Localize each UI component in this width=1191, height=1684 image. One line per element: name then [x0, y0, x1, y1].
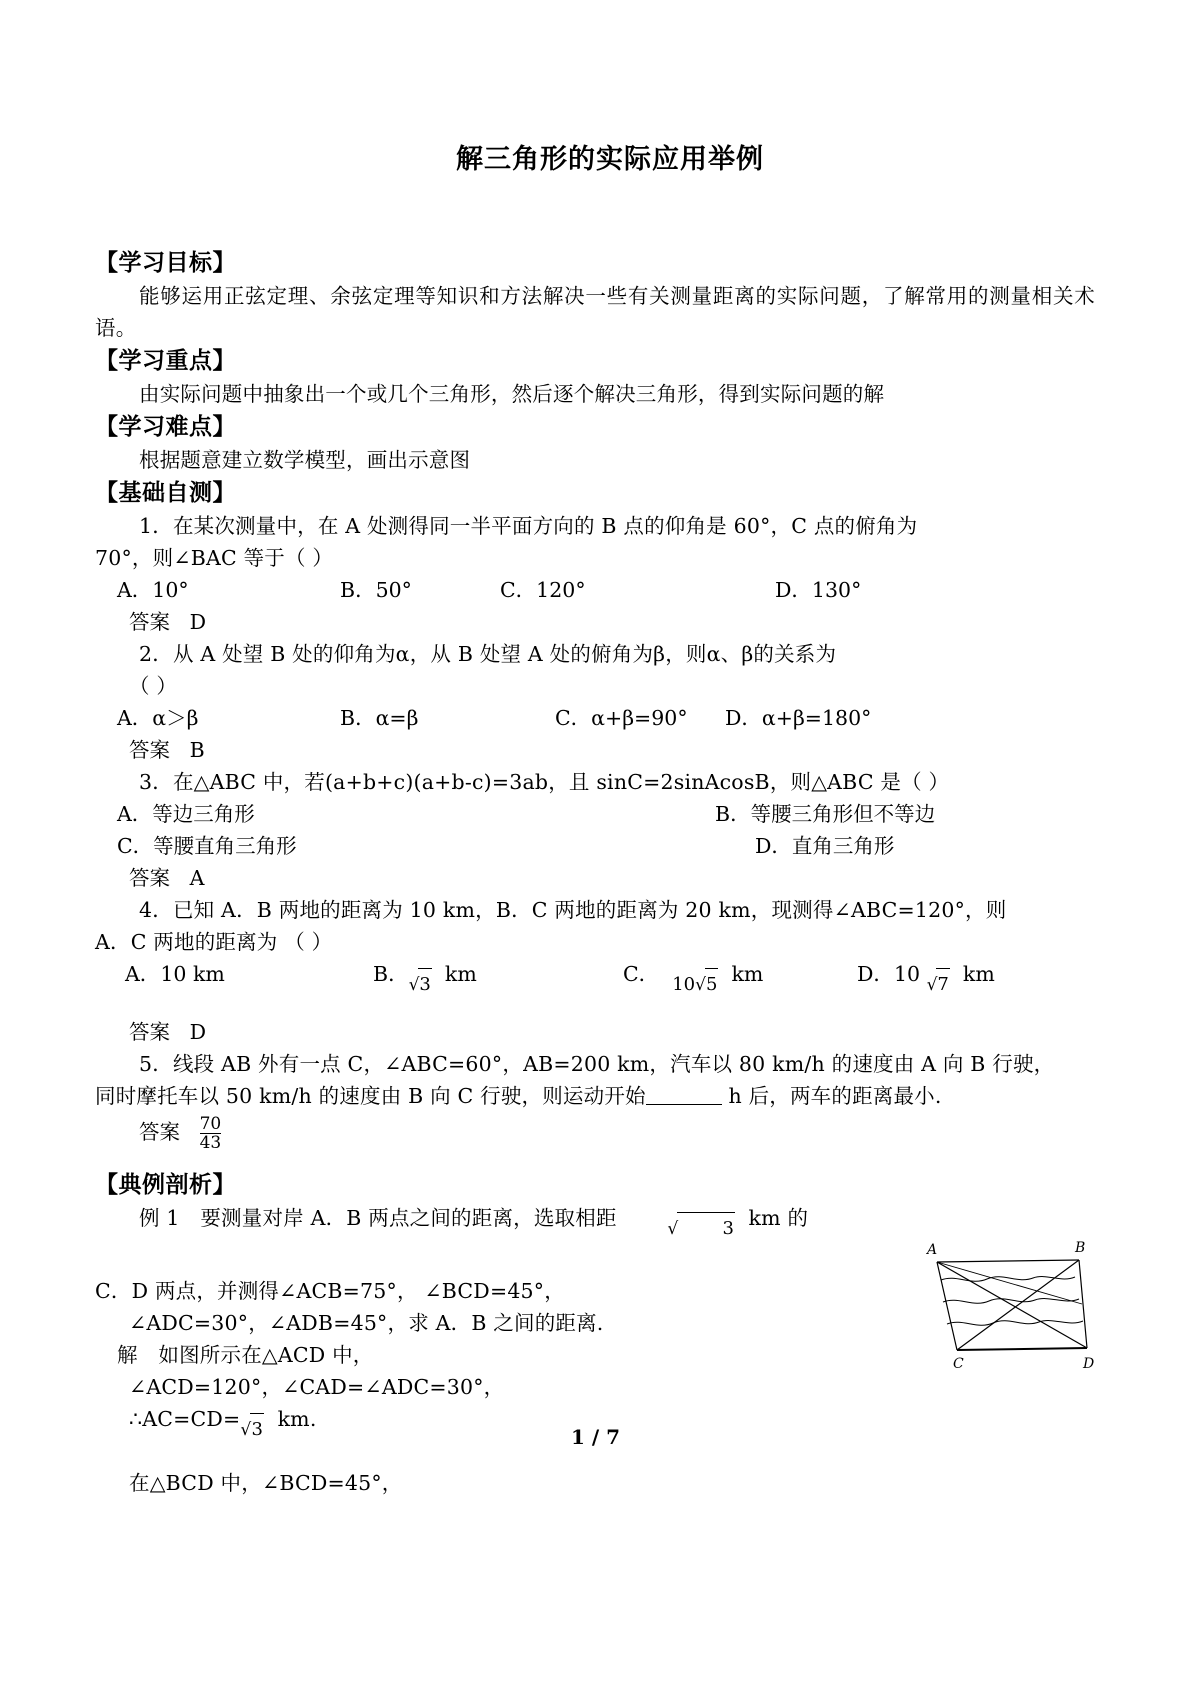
section-heading-examples: 【典例剖析】 [95, 1171, 236, 1198]
section-heading-self-test: 【基础自测】 [95, 479, 236, 506]
question-5-answer-numerator: 70 [199, 1114, 222, 1134]
question-1-option-a[interactable]: A．10° [117, 578, 189, 602]
question-4-option-d[interactable] [857, 958, 995, 1001]
sqrt-icon: √7 [927, 968, 950, 1001]
question-4-answer-value: D [189, 1020, 206, 1044]
question-4-option-c-pre: 10 [672, 974, 696, 995]
question-3-option-a[interactable]: A．等边三角形 [117, 802, 255, 826]
example-1-line-3: ∠ADC=30°，∠ADB=45°，求 A．B 之间的距离. [129, 1311, 604, 1335]
question-5-answer-label: 答案 [139, 1120, 180, 1144]
section-heading-objective: 【学习目标】 [95, 249, 236, 276]
question-4-option-c-unit: km [731, 962, 764, 986]
segment-cd [957, 1348, 1087, 1350]
sqrt-icon: √ 3 [623, 1212, 735, 1245]
question-4-answer [95, 1016, 1095, 1048]
question-3-answer [95, 862, 1095, 894]
question-4-option-a-pre: 10 [160, 962, 187, 986]
question-3-options-row-2 [95, 830, 1095, 862]
question-3-stem-line-1: 3．在△ABC 中，若(a+b+c)(a+b-c)=3ab，且 sinC=2sinAcosB，则△ABC 是（ ） [139, 770, 950, 794]
question-4-option-a-label: A． [125, 962, 161, 986]
segment-sight-line [937, 1262, 1082, 1304]
example-1-line-4: 解 如图所示在△ACD 中， [117, 1343, 374, 1367]
example-1-line-1-radicand: 3 [677, 1212, 735, 1245]
question-4-option-b-unit: km [444, 962, 477, 986]
question-2-option-d[interactable]: D．α+β=180° [725, 706, 872, 730]
figure-label-d: D [1083, 1356, 1095, 1372]
fraction-icon [200, 1115, 222, 1152]
example-1-line-7: 在△BCD 中，∠BCD=45°， [129, 1471, 403, 1495]
question-2-answer-value: B [189, 738, 205, 762]
question-4-option-d-pre: 10 [893, 962, 921, 986]
question-1-option-b[interactable]: B．50° [340, 578, 412, 602]
example-1-line-6-a: ∴AC=CD= [129, 1407, 241, 1431]
sqrt-icon: √3 [240, 1413, 264, 1446]
question-3-option-b[interactable]: B．等腰三角形但不等边 [715, 802, 936, 826]
question-2-option-c[interactable]: C．α+β=90° [555, 706, 688, 730]
question-1-option-d[interactable]: D．130° [775, 578, 862, 602]
question-2-stem-line-2: （ ） [129, 674, 178, 698]
question-2-option-b[interactable]: B．α=β [340, 706, 419, 730]
example-1-block [95, 1202, 1095, 1499]
example-1-line-1 [95, 1202, 1095, 1245]
question-4-option-c[interactable] [623, 958, 763, 1001]
page-number: 1 / 7 [570, 1425, 621, 1449]
sqrt-icon: √3 [409, 968, 432, 1001]
question-1-stem-line-1: 1．在某次测量中，在 A 处测得同一半平面方向的 B 点的仰角是 60°，C 点的俯角为 [139, 514, 918, 538]
figure-label-a: A [927, 1242, 938, 1258]
question-4-option-c-radicand: 5 [705, 968, 718, 1001]
question-4-option-c-label: C． [623, 962, 660, 986]
question-4-option-d-radicand: 7 [936, 968, 949, 1001]
question-4-option-b-label: B． [373, 962, 409, 986]
example-1-line-6-radicand: 3 [250, 1413, 264, 1446]
figure-label-b: B [1075, 1240, 1086, 1256]
question-4-options [95, 958, 1095, 1016]
question-4-answer-label: 答案 [129, 1020, 170, 1044]
section-body-objective: 能够运用正弦定理、余弦定理等知识和方法解决一些有关测量距离的实际问题，了解常用的测量相关术语。 [95, 284, 1095, 340]
example-1-line-2: C．D 两点，并测得∠ACB=75°， ∠BCD=45°， [95, 1279, 565, 1303]
question-2-option-a[interactable]: A．α＞β [117, 706, 199, 730]
question-2-answer [95, 734, 1095, 766]
question-1-answer-value: D [189, 610, 206, 634]
question-5-stem-line-1: 5．线段 AB 外有一点 C，∠ABC=60°，AB=200 km，汽车以 80 km/h 的速度由 A 向 B 行驶， [139, 1052, 1055, 1076]
river-wave-3 [947, 1321, 1083, 1326]
question-3-answer-value: A [189, 866, 205, 890]
question-1-answer-label: 答案 [129, 610, 170, 634]
example-1-line-6-b: km. [277, 1407, 317, 1431]
segment-ad [937, 1262, 1087, 1348]
figure-quadrilateral-abcd [919, 1240, 1101, 1372]
question-5-answer-denominator: 43 [199, 1133, 222, 1153]
question-5-stem-line-2-a: 同时摩托车以 50 km/h 的速度由 B 向 C 行驶，则运动开始 [95, 1084, 646, 1108]
question-4-option-b-radicand: 3 [418, 968, 431, 1001]
question-3-options-row-1 [95, 798, 1095, 830]
question-4-option-a-unit: km [192, 962, 225, 986]
figure-label-c: C [953, 1356, 964, 1372]
river-wave-2 [943, 1299, 1079, 1304]
question-3-option-c[interactable]: C．等腰直角三角形 [117, 834, 297, 858]
question-3-answer-label: 答案 [129, 866, 170, 890]
question-5-stem-line-2 [95, 1080, 1095, 1112]
page-title: 解三角形的实际应用举例 [456, 144, 764, 175]
question-4-option-b[interactable] [373, 958, 477, 1001]
segment-ac [937, 1262, 957, 1350]
section-body-key-point: 由实际问题中抽象出一个或几个三角形，然后逐个解决三角形，得到实际问题的解 [139, 382, 885, 406]
sqrt-icon: 10√5 [672, 968, 718, 1001]
example-1-line-1-b: km 的 [748, 1206, 809, 1230]
example-1-line-5: ∠ACD=120°，∠CAD=∠ADC=30°， [129, 1375, 505, 1399]
question-4-stem-line-1: 4．已知 A．B 两地的距离为 10 km，B．C 两地的距离为 20 km，现测得∠ABC=120°，则 [139, 898, 1007, 922]
question-4-option-d-unit: km [962, 962, 995, 986]
question-4-option-a[interactable] [125, 958, 225, 990]
section-heading-key-point: 【学习重点】 [95, 347, 236, 374]
question-1-stem-line-2: 70°，则∠BAC 等于（ ） [95, 546, 334, 570]
question-3-option-d[interactable]: D．直角三角形 [755, 834, 895, 858]
question-5-blank-field[interactable] [646, 1088, 722, 1105]
question-2-stem-line-1: 2．从 A 处望 B 处的仰角为α，从 B 处望 A 处的俯角为β，则α、β的关系为 [139, 642, 837, 666]
section-heading-difficulty: 【学习难点】 [95, 413, 236, 440]
question-4-option-d-label: D． [857, 962, 894, 986]
question-1-option-c[interactable]: C．120° [500, 578, 586, 602]
example-1-line-1-a: 例 1 要测量对岸 A．B 两点之间的距离，选取相距 [139, 1206, 617, 1230]
question-1-options [95, 574, 1095, 606]
question-2-answer-label: 答案 [129, 738, 170, 762]
question-2-options [95, 702, 1095, 734]
page-content [95, 140, 1095, 1499]
segment-bd [1079, 1260, 1087, 1348]
question-4-stem-line-2: A．C 两地的距离为 （ ） [95, 930, 333, 954]
section-body-difficulty: 根据题意建立数学模型，画出示意图 [139, 448, 471, 472]
segment-ab [937, 1260, 1079, 1262]
figure-svg [919, 1240, 1101, 1372]
question-5-answer [95, 1112, 1095, 1168]
question-1-answer [95, 606, 1095, 638]
question-5-stem-line-2-b: h 后，两车的距离最小. [728, 1084, 942, 1108]
